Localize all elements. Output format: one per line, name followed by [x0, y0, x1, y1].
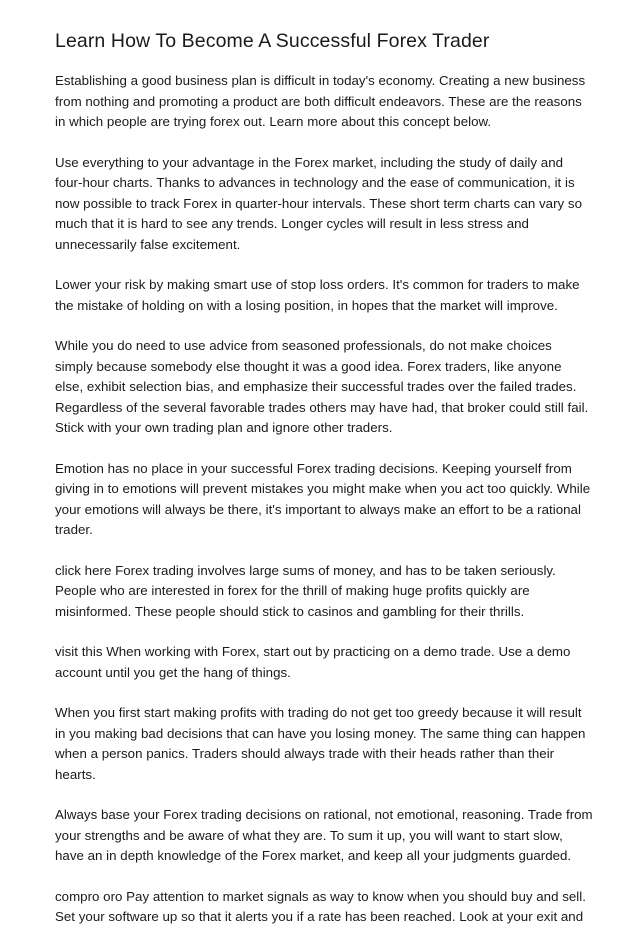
paragraph-4: While you do need to use advice from seasoned professionals, do not make choices simply because somebody else thought it was a good idea. Forex traders, like anyone else, exhibit selection bias, and emphasize their successful trades over the failed trades. Regardless of the several favorable trades others may have had, that broker could still fail. Stick with your own trading plan and ignore other traders. — [55, 338, 589, 435]
paragraph-9: Always base your Forex trading decisions on rational, not emotional, reasoning. Trade from your strengths and be aware of what they are. To sum it up, you will want to start slow, have an in depth knowledge of the Forex market, and keep all your judgments guarded. — [55, 807, 593, 863]
paragraph-3: Lower your risk by making smart use of stop loss orders. It's common for traders to make the mistake of holding on with a losing position, in hopes that the market will improve. — [55, 277, 580, 313]
paragraph-8: When you first start making profits with trading do not get too greedy because it will result in you making bad decisions that can have you losing money. The same thing can happen when a person panics. Traders should always trade with their heads rather than their hearts. — [55, 705, 586, 782]
document-title: Learn How To Become A Successful Forex Trader — [55, 30, 490, 52]
document-page — [55, 28, 593, 948]
paragraph-1: Establishing a good business plan is difficult in today's economy. Creating a new business from nothing and promoting a product are both difficult endeavors. These are the reasons in which people are trying forex out. Learn more about this concept below. — [55, 73, 586, 129]
paragraph-2: Use everything to your advantage in the Forex market, including the study of daily and four-hour charts. Thanks to advances in technology and the ease of communication, it is now possible to track Forex in quarter-hour intervals. These short term charts can vary so much that it is hard to see any trends. Longer cycles will result in less stress and unnecessarily false excitement. — [55, 154, 582, 252]
paragraph-5: Emotion has no place in your successful Forex trading decisions. Keeping yourself from giving in to emotions will prevent mistakes you might make when you act too quickly. While your emotions will always be there, it's important to always make an effort to be a rational trader. — [55, 460, 591, 537]
paragraph-7: visit this When working with Forex, start out by practicing on a demo trade. Use a demo account until you get the hang of things. — [55, 644, 571, 680]
paragraph-6: click here Forex trading involves large sums of money, and has to be taken seriously. People who are interested in forex for the thrill of making huge profits quickly are misinformed. These people should stick to casinos and gambling for their thrills. — [55, 562, 556, 619]
paragraph-10: compro oro Pay attention to market signals as way to know when you should buy and sell. Set your software up so that it alerts you if a rate has been reached. Look at your exit and — [55, 888, 586, 924]
